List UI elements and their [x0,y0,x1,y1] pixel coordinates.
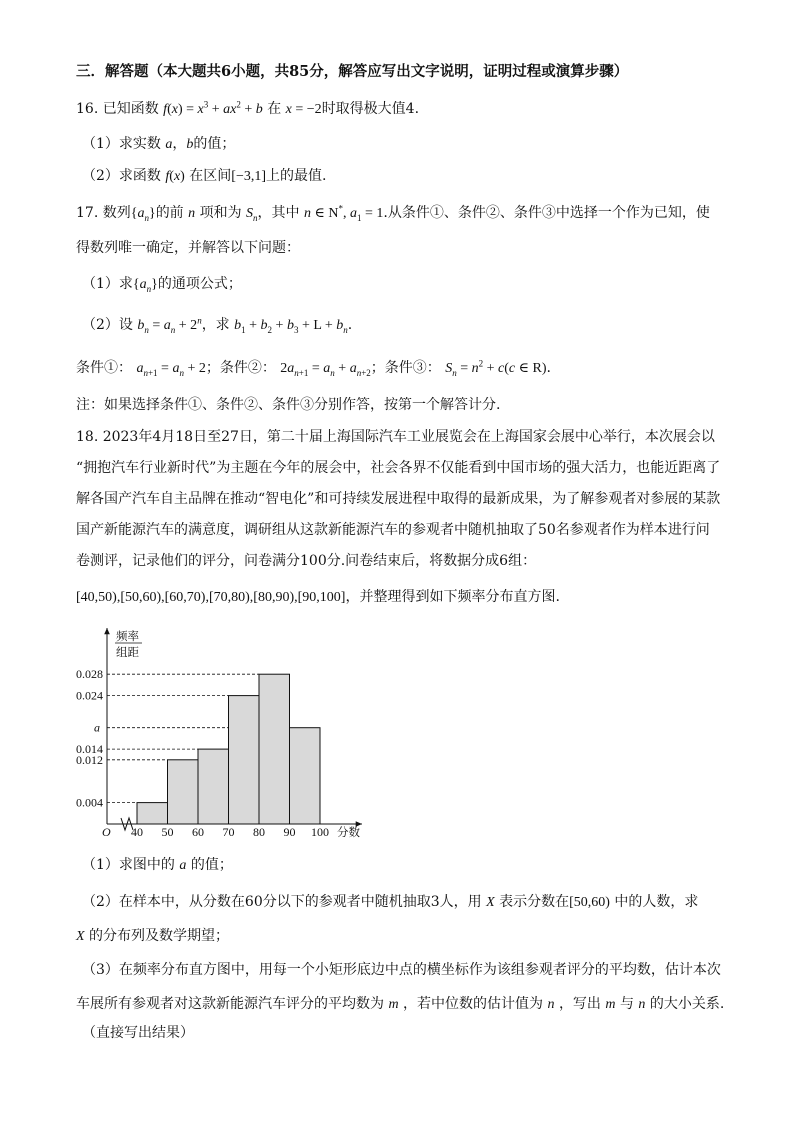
histogram-bar [290,728,321,824]
q18-stem-line4: 国产新能源汽车的满意度，调研组从这款新能源汽车的参观者中随机抽取了50名参观者作为样本进行问 [76,522,710,538]
y-axis-label-bottom: 组距 [116,645,139,659]
q17-conditions: 条件①： $a_{n+1} = a_n + 2$；条件②： $2a_{n+1} = a_n + a_{n+2}$；条件③： $S_n = n^2 + c(c$ ∈ R). [76,358,551,378]
q18-stem-line2: “拥抱汽车行业新时代”为主题在今年的展会中，社会各界不仅能看到中国市场的强大活力，也能近距离了 [76,460,721,476]
x-tick-label: 50 [161,825,174,839]
q16-stem: 16. 已知函数 $f(x) = x^3 + ax^2 + b$ 在 x = −2时取得极大值4. [76,99,420,117]
section-heading: 三．解答题（本大题共6小题，共85分，解答应写出文字说明，证明过程或演算步骤） [76,63,629,80]
y-axis-label-top: 频率 [116,629,139,643]
y-tick-label: 0.028 [76,667,103,682]
interval-list: [40,50),[50,60),[60,70),[70,80),[80,90),[90,100] [76,590,346,605]
q18-stem-line3: 解各国产汽车自主品牌在推动“智电化”和可持续发展进程中取得的最新成果，为了解参观者对参展的某款 [76,491,721,507]
histogram-bar [137,803,168,824]
origin-label: O [102,825,111,839]
q18-part3-line1: （3）在频率分布直方图中，用每一个小矩形底边中点的横坐标作为该组参观者评分的平均数，估计本次 [82,962,721,978]
q18-part3-line2: 车展所有参观者对这款新能源汽车评分的平均数为 m ，若中位数的估计值为 n ，写出 m 与 n 的大小关系. [76,996,725,1012]
q17-part2: （2）设 $b_n = a_n + 2^n$，求 $b_1 + b_2 + b_3 + L + b_n$. [82,315,353,335]
q18-stem-line1: 18. 2023年4月18日至27日，第二十届上海国际汽车工业展览会在上海国家会展中心举行，本次展会以 [76,429,715,445]
histogram-bar [198,749,229,824]
y-tick-label: 0.014 [76,742,103,757]
q18-part3-line3: （直接写出结果） [82,1025,194,1041]
q18-part1: （1）求图中的 a 的值； [82,857,233,873]
y-tick-label: 0.024 [76,688,103,703]
x-tick-label: 40 [131,825,143,839]
q17-note: 注：如果选择条件①、条件②、条件③分别作答，按第一个解答计分. [76,397,501,413]
histogram-bar [168,760,199,824]
q18-part2-line2: X 的分布列及数学期望； [76,928,230,944]
q17-stem-line1: 17. 数列$\{a_n\}$的前 n 项和为 $S_n$，其中 n ∈ N*, $a_1 = 1$.从条件①、条件②、条件③中选择一个作为已知，使 [76,203,710,223]
histogram-bar [259,674,290,824]
frequency-histogram [70,624,370,840]
histogram-bar [229,696,260,824]
x-axis-label: 分数 [337,825,360,839]
q18-stem-line6: [40,50),[50,60),[60,70),[70,80),[80,90),[90,100]，并整理得到如下频率分布直方图. [76,589,560,605]
y-tick-label: 0.012 [76,752,103,767]
x-tick-labels [131,825,329,839]
q16-part1: （1）求实数 a，b的值； [82,136,236,152]
x-tick-label: 60 [192,825,204,839]
y-tick-labels [76,667,103,809]
y-tick-label: a [94,720,100,735]
q17-part1: （1）求$\{a_n\}$的通项公式； [82,276,242,294]
x-tick-label: 80 [253,825,265,839]
q18-part2-line1: （2）在样本中，从分数在60分以下的参观者中随机抽取3人，用 X 表示分数在[50,60) 中的人数，求 [82,894,699,910]
x-tick-label: 100 [311,825,329,839]
x-tick-label: 90 [283,825,296,839]
q16-part2: （2）求函数 f(x) 在区间[−3,1]上的最值. [82,168,327,184]
q18-stem-line5: 卷测评，记录他们的评分，问卷满分100分.问卷结束后，将数据分成6组： [76,553,537,569]
x-tick-label: 70 [222,825,235,839]
y-tick-label: 0.004 [76,795,103,810]
q17-stem-line2: 得数列唯一确定，并解答以下问题： [76,240,300,256]
